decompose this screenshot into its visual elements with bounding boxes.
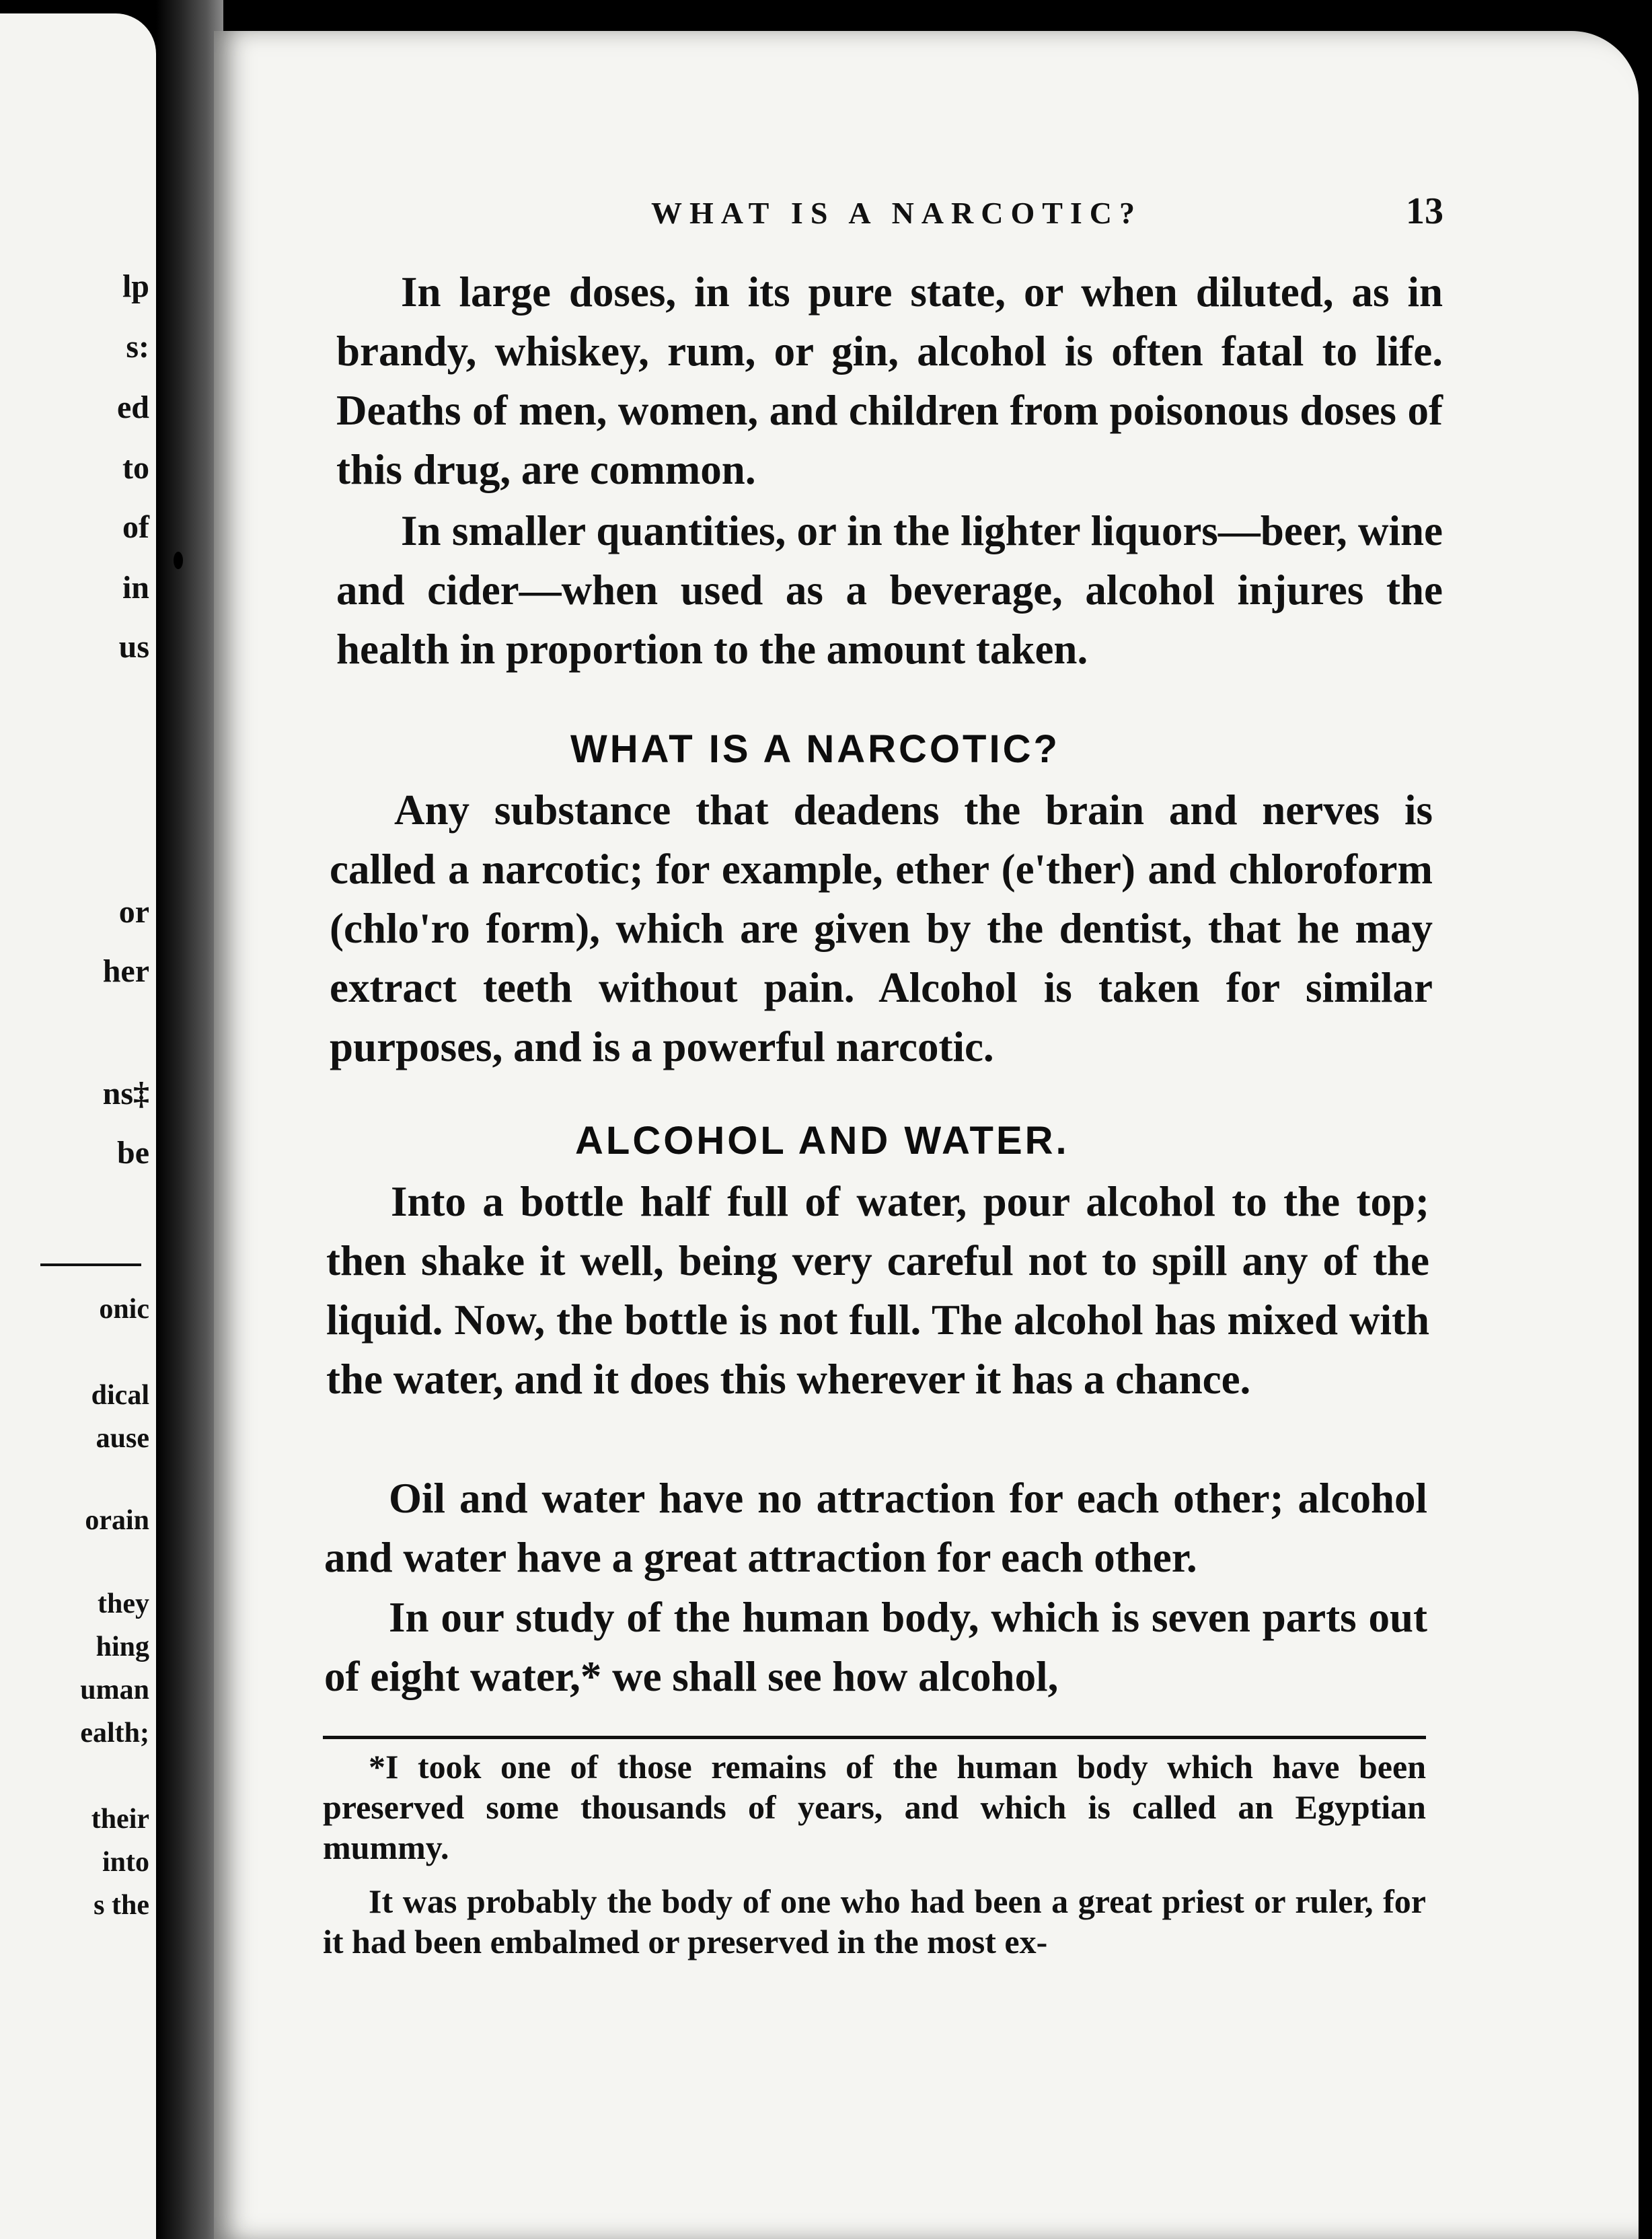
paragraph: Any substance that deadens the brain and nerves is called a narcotic; for example, ether (e'ther) and chloroform (chlo'ro form), which are given by the dentist, that he may extract teeth without pain. Alcohol is taken for similar purposes, and is a powerful narcotic.: [330, 786, 1433, 1070]
paragraph: Oil and water have no attraction for each other; alcohol and water have a great attraction for each other.: [324, 1475, 1427, 1581]
left-fragment: ealth;: [80, 1718, 149, 1749]
left-fragment: uman: [80, 1675, 149, 1705]
paragraph: In smaller quantities, or in the lighter liquors—beer, wine and cider—when used as a beverage, alcohol injures the health in proportion to the amount taken.: [336, 507, 1443, 673]
left-fragment: be: [117, 1135, 149, 1171]
left-fragment: ns‡: [102, 1076, 149, 1111]
left-fragment: ed: [117, 390, 149, 425]
left-fragment: or: [118, 894, 149, 930]
left-fragment: their: [91, 1804, 149, 1835]
left-fragment: ause: [96, 1423, 149, 1454]
left-fragment: they: [98, 1588, 149, 1619]
paragraph: Into a bottle half full of water, pour alcohol to the top; then shake it well, being very careful not to spill any of the liquid. Now, the bottle is not full. The alcohol has mixed with the water, and it does this wherever it has a chance.: [326, 1178, 1429, 1403]
footnote-rule: [323, 1736, 1426, 1739]
left-fragment: dical: [91, 1380, 149, 1411]
section-heading: WHAT IS A NARCOTIC?: [570, 727, 1060, 771]
left-fragment: orain: [85, 1505, 149, 1536]
previous-page-fragment: [0, 13, 156, 2239]
page-number: 13: [1406, 190, 1443, 232]
left-fragment: into: [102, 1847, 149, 1878]
left-fragment: her: [102, 953, 149, 989]
left-fragment: us: [118, 629, 149, 665]
left-fragment: lp: [122, 268, 149, 304]
paragraph: In our study of the human body, which is seven parts out of eight water,* we shall see how alcohol,: [324, 1594, 1427, 1700]
left-fragment: of: [122, 509, 149, 545]
footnote: *I took one of those remains of the human body which have been preserved some thousands of years, and which is called an Egyptian mummy.: [323, 1748, 1426, 1866]
left-fragment: hing: [96, 1631, 149, 1662]
left-fragment: s:: [126, 329, 149, 365]
book-spine-shadow: [156, 0, 223, 2239]
paragraph: In large doses, in its pure state, or when diluted, as in brandy, whiskey, rum, or gin, alcohol is often fatal to life. Deaths of men, women, and children from poisonous doses of this drug, are common.: [336, 268, 1443, 493]
left-fragment: onic: [99, 1294, 149, 1325]
binding-mark: [174, 552, 183, 569]
footnote: It was probably the body of one who had been a great priest or ruler, for it had been embalmed or preserved in the most ex-: [323, 1882, 1426, 1960]
running-head: WHAT IS A NARCOTIC?: [651, 196, 1143, 230]
left-fragment: in: [122, 570, 149, 605]
left-footnote-rule: [40, 1263, 141, 1266]
left-fragment: s the: [93, 1890, 149, 1921]
section-heading: ALCOHOL AND WATER.: [575, 1119, 1069, 1163]
left-fragment: to: [122, 450, 149, 486]
